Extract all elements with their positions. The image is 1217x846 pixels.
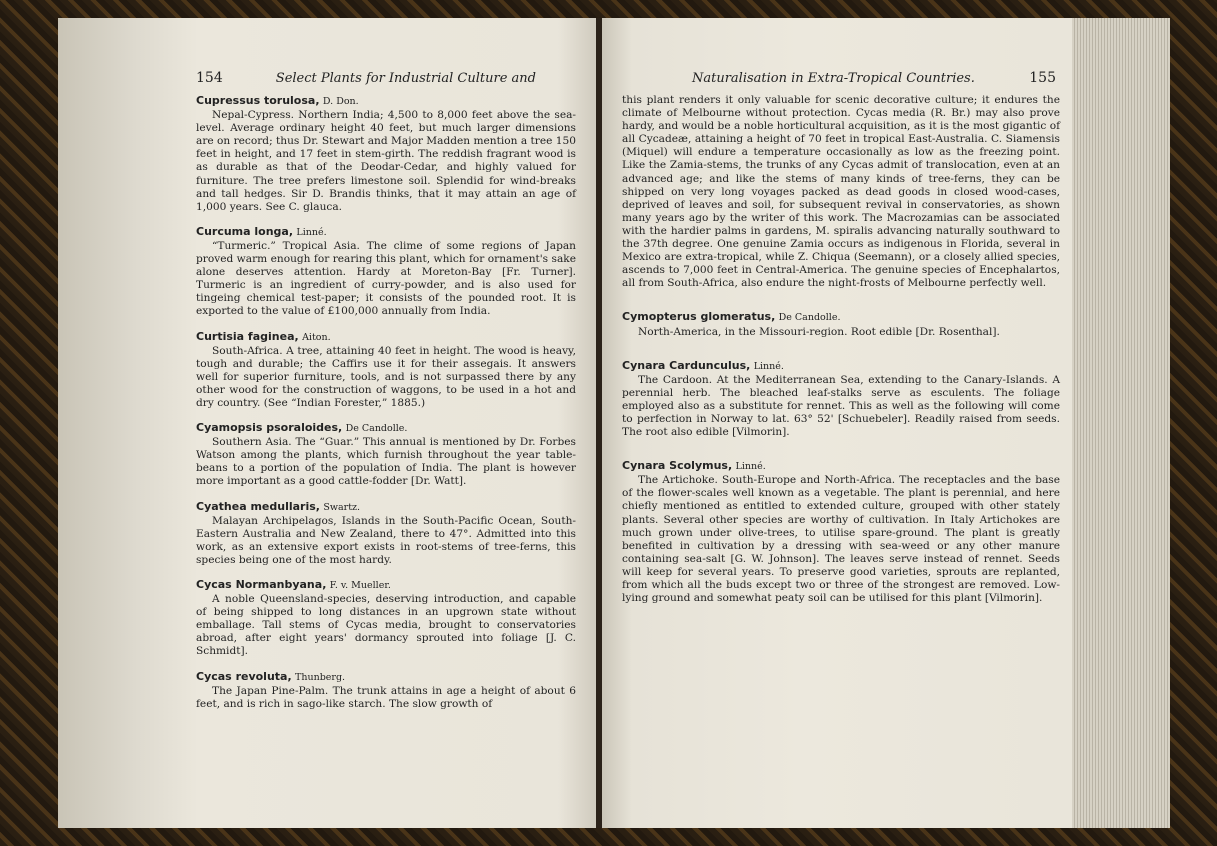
entry-name: Cyamopsis psoraloides, [196, 421, 343, 435]
entry [622, 310, 1060, 338]
entry [196, 421, 576, 488]
entry-name: Cynara Cardunculus, [622, 358, 751, 372]
right-page-edges [1060, 18, 1170, 828]
entry-authority: Aiton. [302, 331, 331, 343]
right-page-number: 155 [1029, 70, 1056, 86]
entry-text: The Cardoon. At the Mediterranean Sea, extending to the Canary-Islands. A perennial herb. The bleached leaf-stalks serve as esculents. The foliage employed also as a substitute for rennet. This as well as the following will come to perfection in Norway to lat. 63° 52' [Schuebeler]. Readily raised from seeds. The root also edible [Vilmorin]. [622, 373, 1060, 439]
entry-name: Cycas Normanbyana, [196, 578, 327, 591]
entry-name: Curcuma longa, [196, 224, 294, 238]
entry-authority: Linné. [735, 461, 766, 473]
entry-text: “Turmeric.” Tropical Asia. The clime of some regions of Japan proved warm enough for rearing this plant, which for ornament's sake alone deserves attention. Hardy at Moreton-Bay [Fr. Turner]. Turmeric is an ingredient of curry-powder, and is also used for tingeing chemical test-paper; it consists of the pounded root. It is exported to the value of £100,000 annually from India. [196, 239, 576, 318]
entry-text: South-Africa. A tree, attaining 40 feet in height. The wood is heavy, tough and durable; the Caffirs use it for their assegais. It answers well for superior furniture, tools, and is not surpassed there by any other wood for the construction of waggons, to be used in a hot and dry country. (See “Indian Forester,” 1885.) [196, 344, 576, 409]
entry-text: Southern Asia. The “Guar.” This annual is mentioned by Dr. Forbes Watson among the plants, which furnish throughout the year table-beans to a portion of the population of India. The plant is however more important as a good cattle-fodder [Dr. Watt]. [196, 436, 576, 488]
entry [196, 578, 576, 659]
right-page [602, 18, 1072, 828]
entry-authority: D. Don. [322, 96, 359, 107]
right-running-head [622, 70, 1060, 86]
entry-authority: De Candolle. [345, 423, 408, 435]
left-page-number: 154 [196, 70, 223, 86]
entry-text: Nepal-Cypress. Northern India; 4,500 to 8,000 feet above the sea-level. Average ordinary height 40 feet, but much larger dimensions are on record; thus Dr. Stewart and Major Madden mention a tree 150 feet in height, and 17 feet in stem-girth. The reddish fragrant wood is as durable as that of the Deodar-Cedar, and highly valued for furniture. The tree prefers limestone soil. Splendid for wind-breaks and tall hedges. Sir D. Brandis thinks, that it may attain an age of 1,000 years. See C. glauca. [196, 109, 576, 213]
entry-authority: Swartz. [323, 501, 361, 513]
continuation-paragraph [622, 94, 1060, 290]
entry-authority: F. v. Mueller. [329, 580, 391, 591]
entry [196, 670, 576, 711]
entry [196, 225, 576, 319]
left-page [58, 18, 598, 828]
entry-authority: Linné. [296, 226, 327, 238]
left-running-title: Select Plants for Industrial Culture and [275, 71, 536, 86]
entry [622, 359, 1060, 440]
entry-text: Malayan Archipelagos, Islands in the South-Pacific Ocean, South-Eastern Australia and New Zealand, there to 47°. Admitted into this work, as an extensive export exists in root-stems of tree-ferns, this species being one of the most hardy. [196, 514, 576, 566]
right-running-title: Naturalisation in Extra-Tropical Countries. [692, 71, 975, 86]
entry-name: Curtisia faginea, [196, 329, 299, 343]
entry-authority: Linné. [753, 360, 784, 372]
entry-name: Cynara Scolymus, [622, 459, 733, 473]
entry-text: The Japan Pine-Palm. The trunk attains in age a height of about 6 feet, and is rich in sago-like starch. The slow growth of [196, 684, 576, 710]
entry-name: Cyathea medullaris, [196, 499, 320, 513]
left-page-text [196, 94, 576, 711]
entry-name: Cymopterus glomeratus, [622, 310, 776, 324]
entry [196, 500, 576, 567]
continuation-text: this plant renders it only valuable for scenic decorative culture; it endures the climate of Melbourne without protection. Cycas media (R. Br.) may also prove hardy, and would be a noble horticultural acquisition, as it is the most gigantic of all Cycadeæ, attaining a height of 70 feet in tropical East-Australia. C. Siamensis (Miquel) will endure a temperature occasionally as low as the freezing point. Like the Zamia-stems, the trunks of any Cycas admit of translocation, even at an advanced age; and like the stems of many kinds of tree-ferns, they can be shipped on very long voyages packed as dead goods in closed wood-cases, deprived of leaves and soil, for subsequent revival in conservatories, as shown many years ago by the writer of this work. The Macrozamias can be associated with the hardier palms in gardens, M. spiralis advancing naturally southward to the 37th degree. One genuine Zamia occurs as indigenous in Florida, several in Mexico are extra-tropical, while Z. Chiqua (Seemann), or a closely allied species, ascends to 7,000 feet in Central-America. The genuine species of Encephalartos, all from South-Africa, also endure the night-frosts of Melbourne perfectly well. [622, 94, 1060, 290]
entry-name: Cupressus torulosa, [196, 94, 320, 107]
entry-text: North-America, in the Missouri-region. Root edible [Dr. Rosenthal]. [638, 325, 1000, 338]
left-running-head [196, 70, 576, 86]
entry [622, 459, 1060, 605]
entry [196, 330, 576, 411]
entry-text: A noble Queensland-species, deserving introduction, and capable of being shipped to long distances in an upgrown state without emballage. Tall stems of Cycas media, brought to conservatories abroad, after eight years' dormancy sprouted into foliage [J. C. Schmidt]. [196, 593, 576, 658]
entry-authority: Thunberg. [295, 671, 346, 683]
right-page-text [622, 94, 1060, 605]
entry-text: The Artichoke. South-Europe and North-Africa. The receptacles and the base of the flower-scales well known as a vegetable. The plant is perennial, and here chiefly mentioned as entitled to extended culture, grouped with other stately plants. Several other species are worthy of cultivation. In Italy Artichokes are much grown under olive-trees, to utilise spare-ground. The plant is greatly benefited in cultivation by a dressing with sea-weed or any other manure containing sea-salt [G. W. Johnson]. The leaves serve instead of rennet. Seeds will keep for several years. To preserve good varieties, sprouts are replanted, from which all the buds except two or three of the strongest are removed. Low-lying ground and somewhat peaty soil can be utilised for this plant [Vilmorin]. [622, 474, 1060, 605]
entry [196, 94, 576, 214]
entry-authority: De Candolle. [778, 312, 841, 324]
entry-name: Cycas revoluta, [196, 669, 292, 683]
